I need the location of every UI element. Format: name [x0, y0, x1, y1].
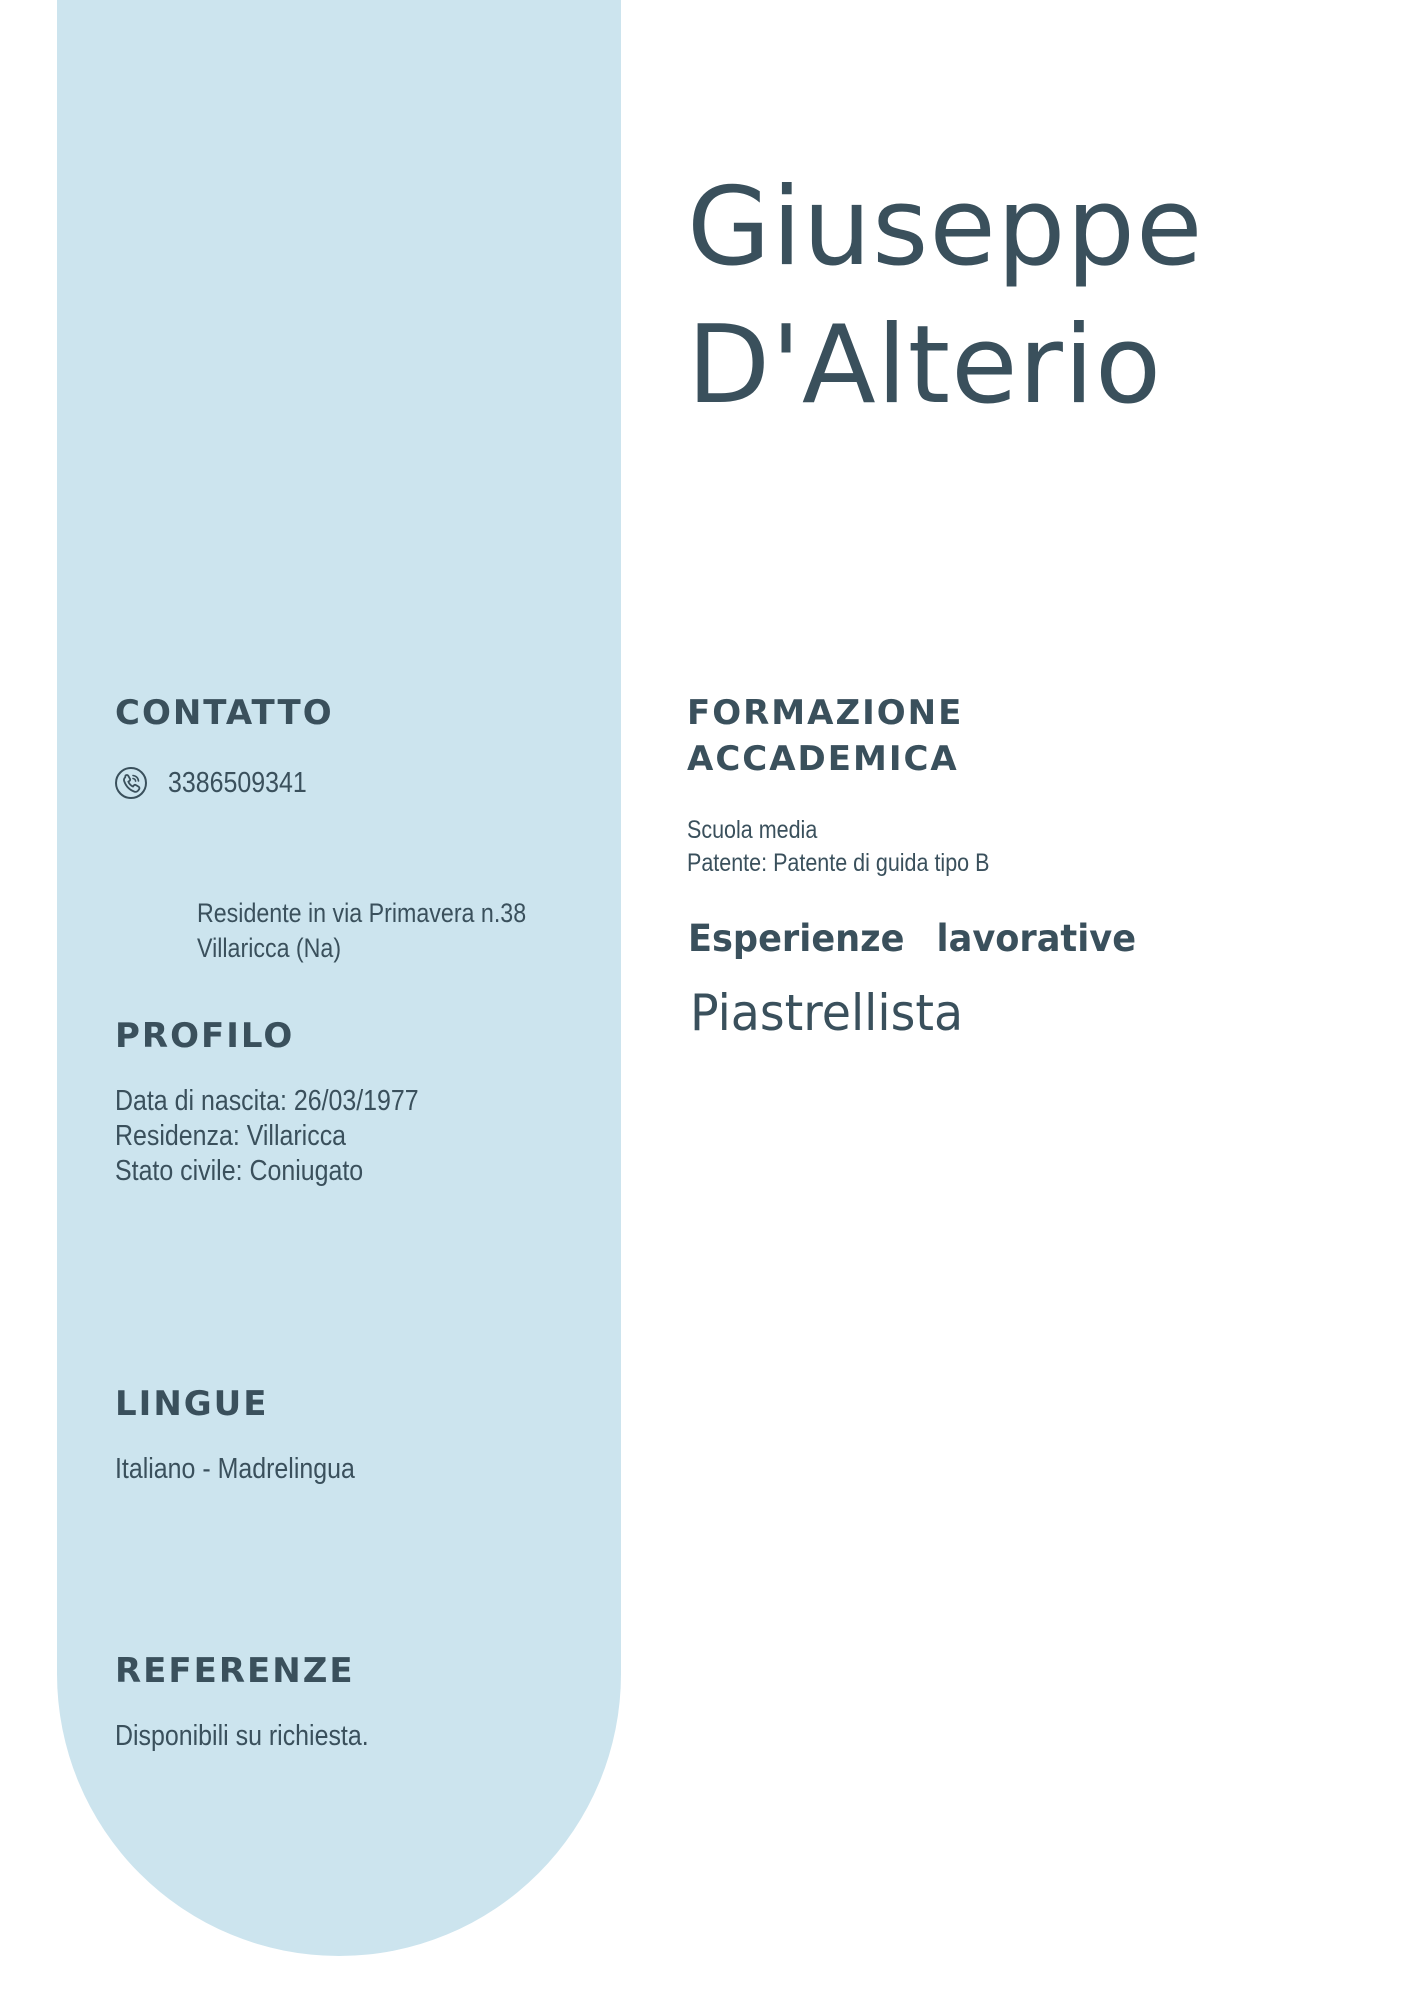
experience-job-title: Piastrellista	[690, 984, 964, 1042]
profile-details	[115, 1084, 419, 1188]
references-heading: REFERENZE	[115, 1651, 355, 1691]
contact-phone: 3386509341	[168, 766, 307, 799]
contact-address-line1: Residente in via Primavera n.38	[197, 898, 527, 928]
languages-heading: LINGUE	[115, 1384, 269, 1424]
phone-icon	[114, 766, 148, 800]
education-details	[687, 814, 989, 879]
references-text: Disponibili su richiesta.	[115, 1720, 369, 1752]
name-last: D'Alterio	[687, 303, 1163, 428]
contact-address	[197, 896, 526, 966]
profile-residence: Residenza: Villaricca	[115, 1119, 347, 1152]
education-heading-line2: ACCADEMICA	[687, 739, 959, 780]
education-school: Scuola media	[687, 816, 818, 844]
education-license: Patente: Patente di guida tipo B	[687, 848, 990, 877]
contact-phone-row	[114, 766, 329, 800]
name-first: Giuseppe	[687, 165, 1204, 290]
contact-heading: CONTATTO	[115, 693, 334, 733]
education-heading-line1: FORMAZIONE	[687, 693, 964, 733]
contact-address-line2: Villaricca (Na)	[197, 933, 342, 964]
experience-heading: Esperienze lavorative	[688, 917, 1137, 960]
languages-text: Italiano - Madrelingua	[115, 1453, 355, 1485]
profile-birthdate: Data di nascita: 26/03/1977	[115, 1085, 419, 1117]
education-heading	[687, 690, 963, 782]
profile-civil-status: Stato civile: Coniugato	[115, 1154, 364, 1187]
profile-heading: PROFILO	[115, 1016, 295, 1056]
